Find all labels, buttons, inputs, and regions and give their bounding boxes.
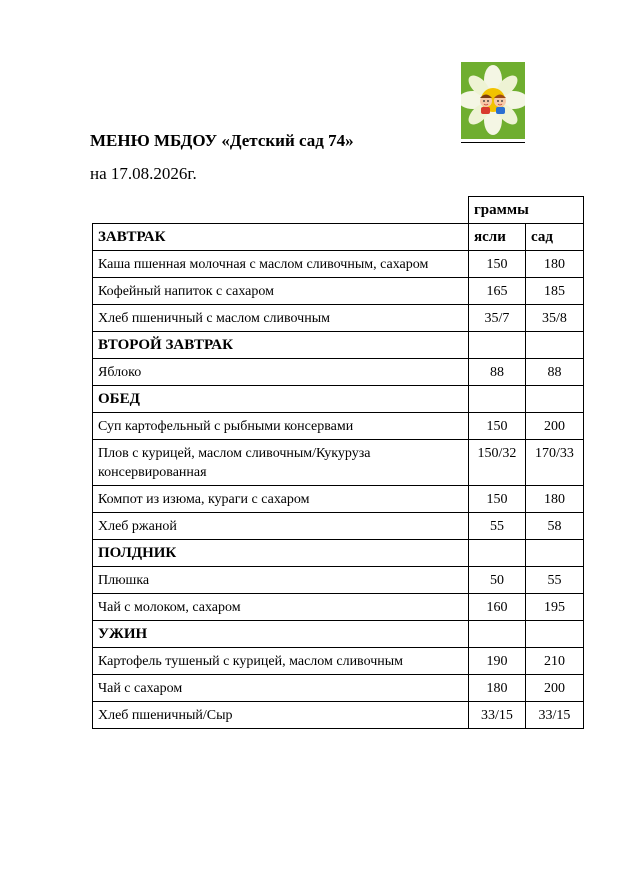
column-header-nursery: ясли [469,224,526,251]
nursery-grams: 180 [469,675,526,702]
table-row [93,278,584,305]
empty-cell [526,332,584,359]
table-row [93,594,584,621]
garden-grams: 88 [526,359,584,386]
nursery-grams: 150/32 [469,440,526,486]
header-blank-cell [93,197,469,224]
grams-header-row [93,197,584,224]
dish-name: Хлеб ржаной [93,513,469,540]
nursery-grams: 165 [469,278,526,305]
table-row [93,513,584,540]
empty-cell [526,621,584,648]
dish-name: Яблоко [93,359,469,386]
garden-grams: 170/33 [526,440,584,486]
nursery-grams: 88 [469,359,526,386]
dish-name: Чай с сахаром [93,675,469,702]
empty-cell [469,386,526,413]
table-row [93,305,584,332]
empty-cell [469,621,526,648]
section-title: ЗАВТРАК [93,224,469,251]
section-title: ОБЕД [93,386,469,413]
dish-name: Картофель тушеный с курицей, маслом сливочным [93,648,469,675]
section-row [93,621,584,648]
empty-cell [526,540,584,567]
nursery-grams: 35/7 [469,305,526,332]
nursery-grams: 190 [469,648,526,675]
table-row [93,251,584,278]
nursery-grams: 33/15 [469,702,526,729]
garden-grams: 33/15 [526,702,584,729]
nursery-grams: 150 [469,251,526,278]
section-row [93,540,584,567]
section-title: ПОЛДНИК [93,540,469,567]
dish-name: Хлеб пшеничный/Сыр [93,702,469,729]
kindergarten-logo [461,62,525,139]
garden-grams: 200 [526,675,584,702]
garden-grams: 180 [526,251,584,278]
table-row [93,359,584,386]
table-row [93,567,584,594]
section-row [93,386,584,413]
page-title: МЕНЮ МБДОУ «Детский сад 74» [90,131,354,150]
grams-header: граммы [469,197,584,224]
table-row [93,675,584,702]
dish-name: Каша пшенная молочная с маслом сливочным, сахаром [93,251,469,278]
dish-name: Плов с курицей, маслом сливочным/Кукуруза консервированная [93,440,469,486]
garden-grams: 185 [526,278,584,305]
table-row [93,648,584,675]
dish-name: Чай с молоком, сахаром [93,594,469,621]
empty-cell [469,540,526,567]
section-row [93,224,584,251]
empty-cell [469,332,526,359]
garden-grams: 58 [526,513,584,540]
table-row [93,702,584,729]
table-row [93,440,584,486]
menu-date: на 17.08.2026г. [90,164,197,183]
nursery-grams: 150 [469,413,526,440]
empty-cell [526,386,584,413]
nursery-grams: 160 [469,594,526,621]
section-title: ВТОРОЙ ЗАВТРАК [93,332,469,359]
section-title: УЖИН [93,621,469,648]
garden-grams: 200 [526,413,584,440]
nursery-grams: 50 [469,567,526,594]
garden-grams: 55 [526,567,584,594]
logo-underline [461,142,525,143]
nursery-grams: 150 [469,486,526,513]
table-row [93,486,584,513]
dish-name: Плюшка [93,567,469,594]
column-header-garden: сад [526,224,584,251]
dish-name: Суп картофельный с рыбными консервами [93,413,469,440]
nursery-grams: 55 [469,513,526,540]
garden-grams: 180 [526,486,584,513]
dish-name: Хлеб пшеничный с маслом сливочным [93,305,469,332]
table-row [93,413,584,440]
garden-grams: 210 [526,648,584,675]
section-row [93,332,584,359]
garden-grams: 195 [526,594,584,621]
garden-grams: 35/8 [526,305,584,332]
dish-name: Кофейный напиток с сахаром [93,278,469,305]
dish-name: Компот из изюма, кураги с сахаром [93,486,469,513]
menu-table [92,196,584,729]
